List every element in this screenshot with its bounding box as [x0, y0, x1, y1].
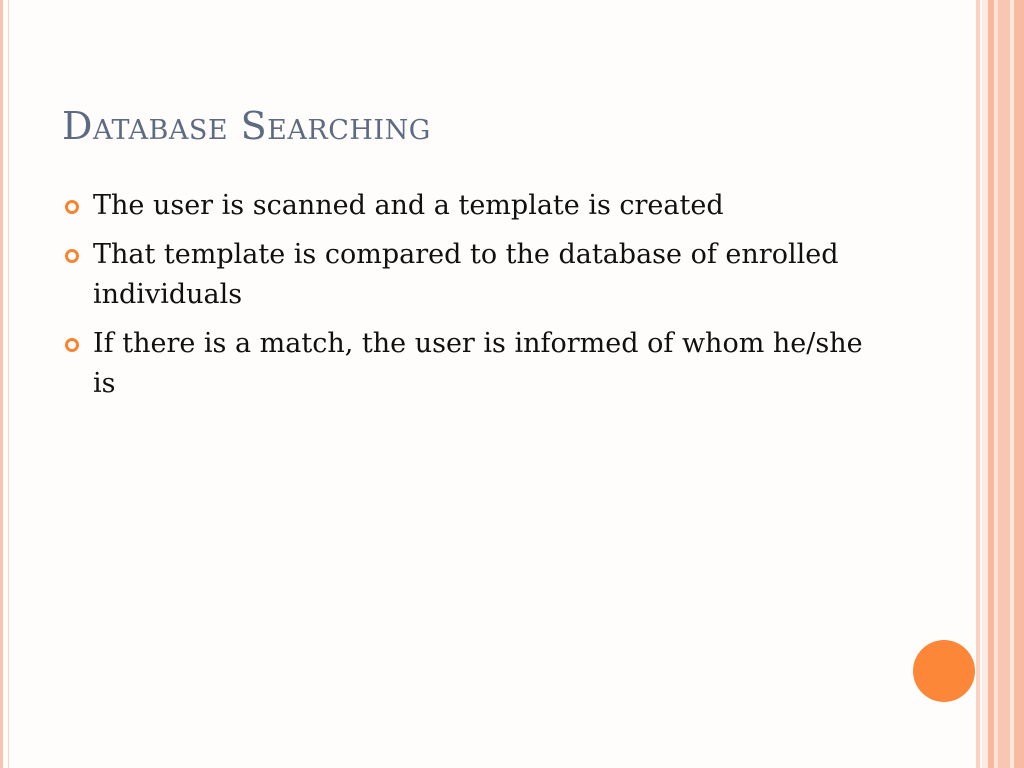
bullet-item — [62, 186, 882, 226]
bullet-item — [62, 235, 882, 315]
bullet-item — [62, 324, 882, 404]
right-decorative-bar — [976, 0, 980, 768]
bullet-text: The user is scanned and a template is created — [93, 190, 724, 221]
slide-title: Database Searching — [62, 104, 431, 148]
circle-bullet-icon — [65, 338, 79, 352]
circle-bullet-icon — [65, 200, 79, 214]
circle-bullet-icon — [65, 249, 79, 263]
bullet-text: That template is compared to the database of enrolled individuals — [93, 239, 839, 310]
orange-circle-decoration — [913, 640, 975, 702]
left-decorative-stripe — [0, 0, 3, 768]
left-decorative-line — [8, 0, 9, 768]
right-decorative-bar — [998, 0, 1010, 768]
bullet-text: If there is a match, the user is informed of whom he/she is — [93, 328, 863, 399]
right-decorative-bar — [1014, 0, 1024, 768]
bullet-list — [62, 186, 882, 413]
